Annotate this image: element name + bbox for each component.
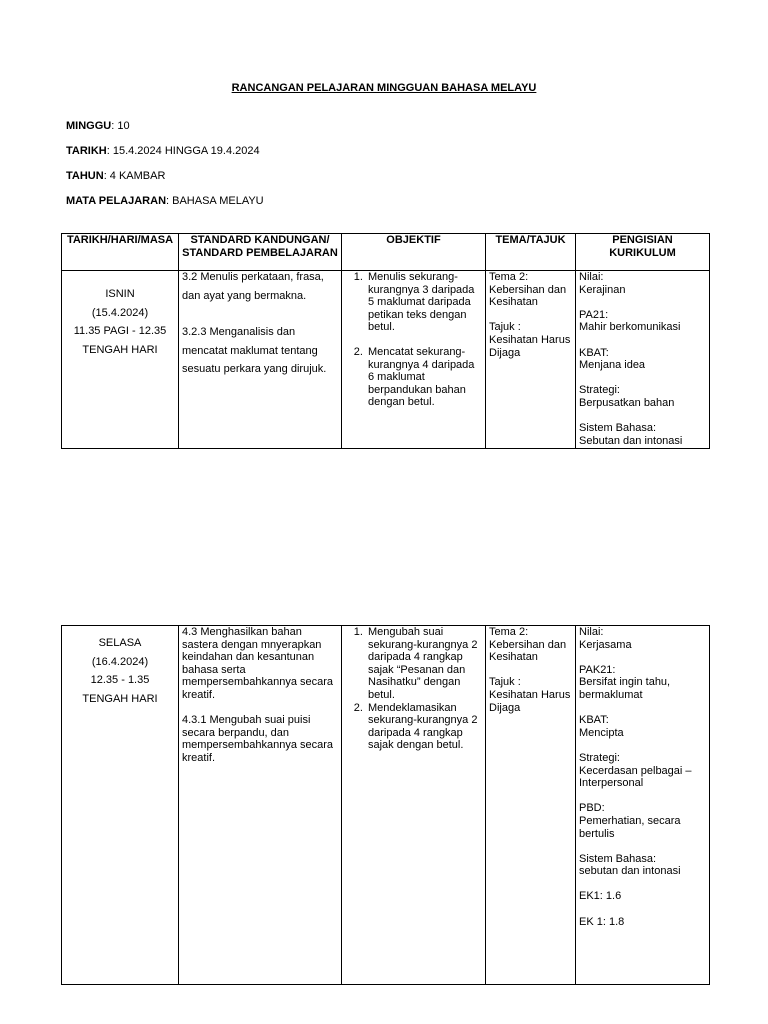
pengisian-line: Kerajinan [579,283,626,296]
day-time: 12.35 - 1.35 [90,674,150,686]
pengisian-line: Berpusatkan bahan [579,396,675,409]
day-date: (16.4.2024) [91,655,149,668]
tema-text: Tema 2: Kebersihan dan Kesihatan [489,271,567,309]
pengisian-line: PAK21: [579,663,616,676]
table-row [62,271,710,449]
tema-cell [486,271,576,449]
objektif-item: 1. Menulis sekurang-kurangnya 3 daripada 5 maklumat daripada petikan teks dengan betul. [366,271,482,334]
spacer [579,372,706,385]
day-name: ISNIN [105,288,135,300]
pengisian-line: Sebutan dan intonasi [579,434,683,447]
day-time: 11.35 PAGI - 12.35 [73,325,167,337]
pengisian-line: PA21: [579,308,609,321]
objektif-cell [342,626,486,985]
objektif-item: 2. Mendeklamasikan sekurang-kurangnya 2 daripada 4 rangkap sajak dengan betul. [366,702,482,752]
standard-kandungan: 3.2 Menulis perkataan, frasa, dan ayat yang bermakna. [182,271,324,302]
pengisian-line: EK 1: 1.8 [579,915,625,928]
pengisian-cell [576,626,710,985]
pengisian-line: EK1: 1.6 [579,890,622,903]
spacer [579,410,706,423]
pengisian-line: KBAT: [579,346,609,359]
pengisian-line: Strategi: [579,751,620,764]
standard-kandungan: 4.3 Menghasilkan bahan sastera dengan mnyerapkan keindahan dan kesantunan bahasa serta mempersembahkannya secara kreatif. [182,626,334,701]
spacer [579,702,706,715]
day-cell [62,271,179,449]
standard-pembelajaran: 4.3.1 Mengubah suai puisi secara berpandu, dan mempersembahkannya secara kreatif. [182,714,334,764]
pengisian-line: Nilai: [579,626,604,638]
pengisian-line: Sistem Bahasa: [579,422,657,435]
spacer [579,296,706,309]
pengisian-line: Bersifat ingin tahu, bermaklumat [579,676,671,701]
tajuk-text: Tajuk : Kesihatan Harus Dijaga [489,676,571,714]
pengisian-line: Mencipta [579,726,624,739]
pengisian-line: sebutan dan intonasi [579,865,681,878]
objektif-item: 1. Mengubah suai sekurang-kurangnya 2 daripada 4 rangkap sajak “Pesanan dan Nasihatku” dengan betul. [366,626,482,702]
day-date: (15.4.2024) [91,306,149,319]
pengisian-line: Mahir berkomunikasi [579,321,681,334]
spacer [579,334,706,347]
spacer [579,840,706,853]
standard-cell [179,271,342,449]
standard-cell [179,626,342,985]
pengisian-line: Pemerhatian, secara bertulis [579,814,681,840]
pengisian-line: Sistem Bahasa: [579,852,657,865]
header-tema: TEMA/TAJUK [486,234,576,271]
pengisian-line: Kerjasama [579,638,632,651]
tema-cell [486,626,576,985]
pengisian-line: PBD: [579,802,605,815]
day-time-suffix: TENGAH HARI [82,343,158,356]
day-time-suffix: TENGAH HARI [82,692,158,705]
tajuk-text: Tajuk : Kesihatan Harus Dijaga [489,321,571,359]
pengisian-line: KBAT: [579,714,609,727]
header-tarikh: TARIKH/HARI/MASA [62,234,179,271]
header-standard: STANDARD KANDUNGAN/ STANDARD PEMBELAJARAN [179,234,342,271]
page-title: RANCANGAN PELAJARAN MINGGUAN BAHASA MELAYU [231,82,537,94]
table-header-row [62,234,710,271]
meta-tarikh: TARIKH: 15.4.2024 HINGGA 19.4.2024 [66,145,260,157]
tema-text: Tema 2: Kebersihan dan Kesihatan [489,626,567,664]
pengisian-line: Menjana idea [579,359,646,372]
spacer [579,903,706,916]
header-objektif: OBJEKTIF [342,234,486,271]
meta-tahun: TAHUN: 4 KAMBAR [66,170,166,182]
pengisian-cell [576,271,710,449]
lesson-table-1 [61,233,710,449]
lesson-table-2 [61,625,710,985]
spacer [579,651,706,664]
spacer [579,739,706,752]
objektif-item: 2. Mencatat sekurang-kurangnya 4 daripada 6 maklumat berpandukan bahan dengan betul. [366,346,482,409]
table-row [62,626,710,985]
spacer [579,878,706,891]
spacer [579,790,706,803]
day-name: SELASA [98,637,142,649]
pengisian-line: Kecerdasan pelbagai – Interpersonal [579,764,692,790]
objektif-cell [342,271,486,449]
pengisian-line: Strategi: [579,384,620,397]
day-cell [62,626,179,985]
standard-pembelajaran: 3.2.3 Menganalisis dan mencatat maklumat tentang sesuatu perkara yang dirujuk. [182,326,327,375]
meta-minggu: MINGGU: 10 [66,120,130,132]
meta-mata-pelajaran: MATA PELAJARAN: BAHASA MELAYU [66,195,264,207]
pengisian-line: Nilai: [579,271,604,283]
header-pengisian: PENGISIAN KURIKULUM [576,234,710,271]
